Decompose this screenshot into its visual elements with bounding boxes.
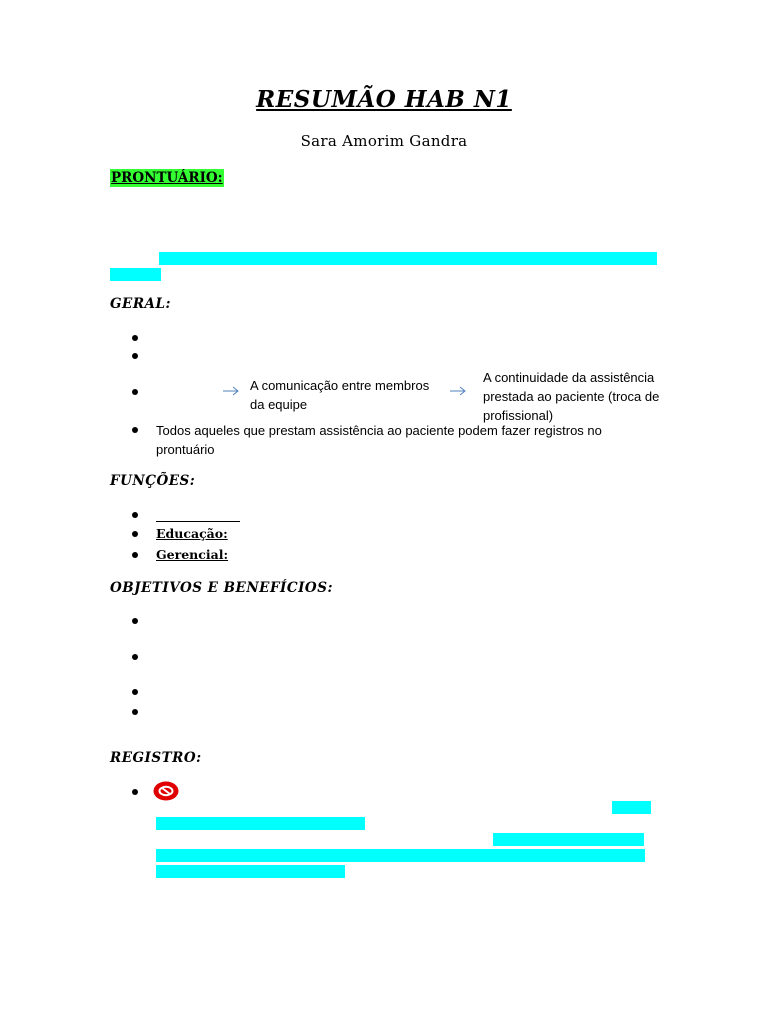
prohibited-icon <box>153 781 179 801</box>
highlight-bar <box>159 252 657 265</box>
list-bullet <box>132 335 138 341</box>
arrow-right-icon <box>222 386 240 396</box>
list-bullet <box>132 427 138 433</box>
section-heading-funcoes: FUNÇÕES: <box>110 473 196 489</box>
document-author: Sara Amorim Gandra <box>300 132 468 150</box>
list-bullet <box>132 531 138 537</box>
section-heading-objetivos: OBJETIVOS E BENEFÍCIOS: <box>110 580 333 596</box>
highlight-bar <box>156 865 345 878</box>
highlight-bar <box>156 817 365 830</box>
list-bullet <box>132 389 138 395</box>
highlight-bar <box>612 801 651 814</box>
arrow-right-icon <box>449 386 467 396</box>
list-bullet <box>132 618 138 624</box>
list-bullet <box>132 512 138 518</box>
funcao-gerencial: Gerencial: <box>156 547 229 562</box>
geral-last-bullet-text: Todos aqueles que prestam assistência ao paciente podem fazer registros no prontuário <box>156 423 602 457</box>
section-heading-registro: REGISTRO: <box>110 750 202 766</box>
section-heading-geral: GERAL: <box>110 296 171 312</box>
list-bullet <box>132 353 138 359</box>
flow-item-continuidade: A continuidade da assistência prestada ao paciente (troca de profissional) <box>483 370 660 423</box>
list-bullet <box>132 789 138 795</box>
list-bullet <box>132 709 138 715</box>
highlight-bar <box>156 849 645 862</box>
blank-underline <box>156 521 240 522</box>
list-bullet <box>132 689 138 695</box>
section-label-prontuario: PRONTUÁRIO: <box>111 170 223 186</box>
highlight-bar <box>493 833 644 846</box>
document-title: RESUMÃO HAB N1 <box>256 86 512 113</box>
flow-item-comunicacao: A comunicação entre membros da equipe <box>250 378 430 412</box>
list-bullet <box>132 654 138 660</box>
highlight-bar <box>110 268 161 281</box>
list-bullet <box>132 552 138 558</box>
funcao-educacao: Educação: <box>156 526 228 541</box>
